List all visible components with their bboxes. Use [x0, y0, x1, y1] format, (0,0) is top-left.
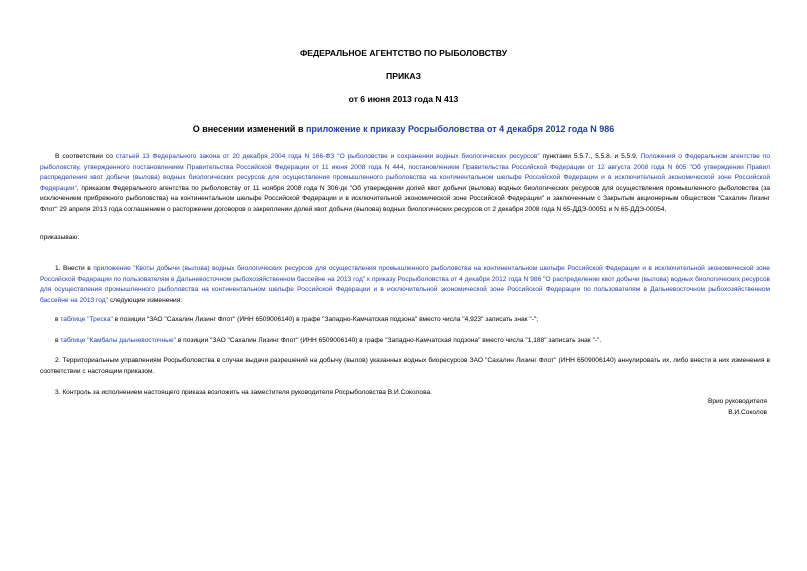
text: пунктами 5.5.7., 5.5.8. и 5.5.9.: [539, 153, 641, 160]
paragraph-item-1: [40, 264, 770, 306]
text: следующие изменения:: [108, 296, 183, 304]
paragraph-order-word: приказываю:: [40, 234, 80, 241]
regulation-link[interactable]: Положения о Федеральном агентстве по рыболовству, утвержденного постановлением Правительства Российской Федерации от 11 июня 2008 года N 444: [40, 153, 770, 171]
text: в: [55, 316, 61, 323]
text: ,: [403, 163, 409, 171]
title-text: О внесении изменений в: [192, 124, 306, 134]
text: в позиции "ЗАО "Сахалин Лизинг Флот" (ИНН 6509006140) в графе "Западно-Камчатская подзона" вместо числа "4,923" записать знак "-";: [112, 316, 539, 323]
text: 3. Контроль за исполнением настоящего приказа возложить на заместителя руководителя Росрыболовства В.И.Соколова.: [55, 389, 432, 396]
table-cod-link[interactable]: таблице "Треска": [60, 316, 113, 323]
text: 1. Внести в: [55, 265, 94, 272]
resolution-link[interactable]: постановлением Правительства Российской Федерации от 12 августа 2008 года N 605 "Об утверждении Правил распределения квот добычи (вылова) водных биологических ресурсов для осуществления промышленного рыболовства на континентальном шельфе Российской Федерации и в исключительной экономической зоне Российской Федерации": [40, 163, 770, 192]
signatory-name: В.И.Соколов: [728, 409, 767, 416]
paragraph-change-cod: [40, 315, 770, 326]
text: в позиции "ЗАО "Сахалин Лизинг Флот" (ИНН 6509006140) в графе "Западно-Камчатская подзона" вместо числа "1,188" записать знак "-".: [175, 337, 602, 344]
document-date: от 6 июня 2013 года N 413: [348, 94, 459, 104]
agency-name: ФЕДЕРАЛЬНОЕ АГЕНТСТВО ПО РЫБОЛОВСТВУ: [299, 48, 508, 58]
law-link[interactable]: статьей 13 Федерального закона от 20 декабря 2004 года N 166-ФЗ "О рыболовстве и сохранении водных биологических ресурсов": [115, 153, 540, 160]
paragraph-preamble: [40, 152, 770, 216]
title-link[interactable]: приложение к приказу Росрыболовства от 4 декабря 2012 года N 986: [305, 124, 615, 134]
text: , приказом Федерального агентства по рыболовству от 11 ноября 2008 года N 306-дк "Об утверждении долей квот добычи (вылова) водных биологических ресурсов для осуществления промышленного рыболовства (за исключением прибрежного рыболовства) на континентальном шельфе Российской Федерации и в исключительной экономической зоне Российской Федерации" и заключенным с Закрытым акционерным обществом "Сахалин Лизинг Флот" 29 апреля 2013 года соглашением о расторжении договоров о закреплении долей квот добычи (вылова) водных биологических ресурсов от 2 декабря 2008 года N 65-ДДЭ-00051 и N 65-ДДЭ-00054,: [40, 184, 770, 213]
signatory-position: Врио руководителя: [707, 398, 767, 405]
table-flounder-link[interactable]: таблице "Камбалы дальневосточные": [60, 337, 176, 344]
paragraph-item-2: [40, 356, 770, 377]
text: в: [55, 337, 61, 344]
text: 2. Территориальным управлениям Росрыболовства в случае выдачи разрешений на добычу (вылов) указанных водных биоресурсов ЗАО "Сахалин Лизинг Флот" (ИНН 6509006140) аннулировать их, либо внести в них изменения в соответствии с настоящим приказом.: [40, 357, 770, 375]
appendix-link[interactable]: приложение "Квоты добычи (вылова) водных биологических ресурсов для осуществления промышленного рыболовства на континентальном шельфе Российской Федерации и в исключительной экономической зоне Российской Федерации по пользователям в Дальневосточном рыбохозяйственном бассейне на 2013 год" к приказу Росрыболовства от 4 декабря 2012 года N 986 "О распределении квот добычи (вылова) водных биологических ресурсов для осуществления промышленного рыболовства на континентальном шельфе Российской Федерации и в исключительной экономической зоне Российской Федерации по пользователям в Дальневосточном рыбохозяйственном бассейне на 2013 год": [40, 265, 770, 304]
document-title: [0, 124, 807, 134]
paragraph-change-flounder: [40, 336, 770, 347]
document-type: ПРИКАЗ: [386, 71, 421, 81]
text: В соответствии со: [55, 153, 116, 160]
